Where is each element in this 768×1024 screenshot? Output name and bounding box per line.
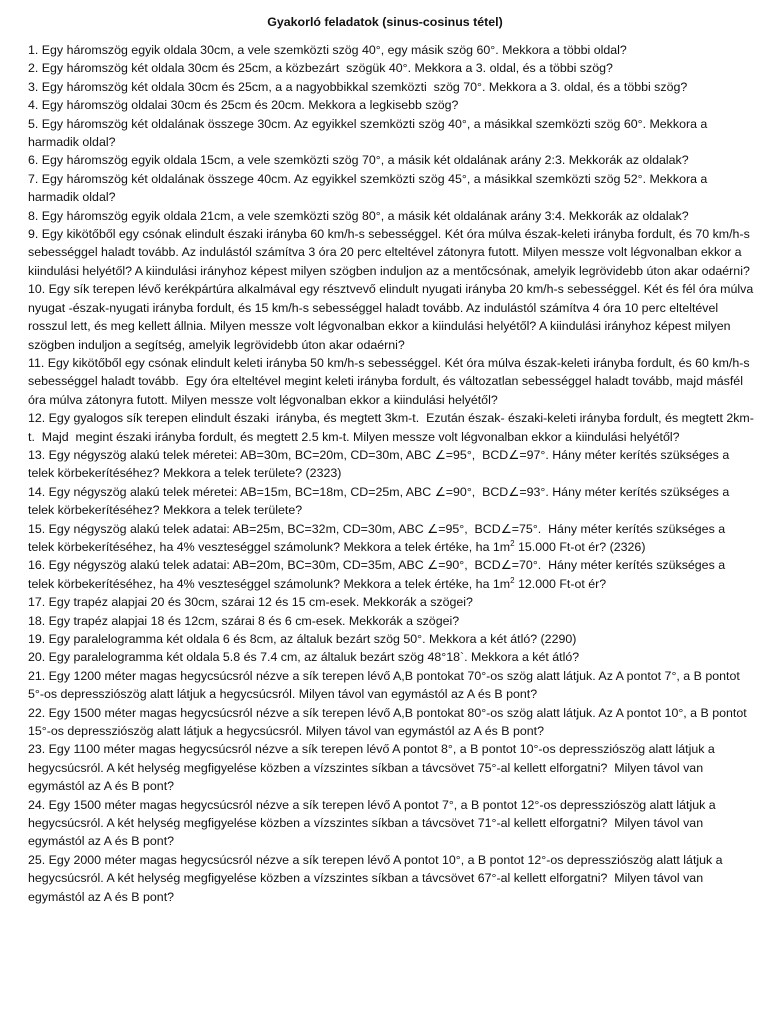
problem-item: 20. Egy paralelogramma két oldala 5.8 és 7.4 cm, az általuk bezárt szög 48°18`. Mekkora a két átló?: [28, 650, 580, 665]
problem-item: 19. Egy paralelogramma két oldala 6 és 8cm, az általuk bezárt szög 50°. Mekkora a két átló? (2290): [28, 632, 577, 646]
problem-item: 9. Egy kikötőből egy csónak elindult északi irányba 60 km/h-s sebességgel. Két óra múlva észak-keleti irányba fordult, és 70 km/h-s sebességgel haladt tovább. Az indulástól számítva 3 óra 20 perc elteltével zátonyra futott. Milyen messze volt légvonalban ekkor a kiindulási helyétől? A kiindulási irányhoz képest milyen szögben induljon az a mentőcsónak, amelyik legrövidebb úton akar odaérni?: [28, 227, 750, 278]
problem-item: 11. Egy kikötőből egy csónak elindult keleti irányba 50 km/h-s sebességgel. Két óra múlva észak-keleti irányba fordult, és 60 km/h-s sebességgel haladt tovább. Egy óra elteltével megint keleti irányba fordult, és változatlan sebességgel haladt tovább, majd másfél óra múlva zátonyra futott. Milyen messze volt légvonalban ekkor a kiindulási helyétől?: [28, 355, 750, 407]
problem-item: 4. Egy háromszög oldalai 30cm és 25cm és 20cm. Mekkora a legkisebb szög?: [28, 98, 459, 113]
problem-item: 23. Egy 1100 méter magas hegycsúcsról nézve a sík terepen lévő A pontot 8°, a B pontot 10°-os depressziószög alatt látjuk a hegycsúcsról. A két helység megfigyelése közben a vízszintes síkban a távcsövet 75°-al kellett elforgatni? Milyen távol van egymástól az A és B pont?: [28, 742, 715, 794]
problem-item: 6. Egy háromszög egyik oldala 15cm, a vele szemközti szög 70°, a másik két oldalának arány 2:3. Mekkorák az oldalak?: [28, 153, 689, 168]
problem-item: 8. Egy háromszög egyik oldala 21cm, a vele szemközti szög 80°, a másik két oldalának arány 3:4. Mekkorák az oldalak?: [28, 208, 689, 223]
problem-item: 12. Egy gyalogos sík terepen elindult északi irányba, és megtett 3km-t. Ezután észak- északi-keleti irányba fordult, és megtett 2km-t. Majd megint északi irányba fordult, és megtett 2.5 km-t. Milyen messze volt légvonalban ekkor a kiindulási helyétől?: [28, 411, 754, 444]
problem-item: 15. Egy négyszög alakú telek adatai: AB=25m, BC=32m, CD=30m, ABC ∠=95°, BCD∠=75°. Hány méter kerítés szükséges a telek körbekerítéséhez, ha 4% veszteséggel számolunk? Mekkora a telek értéke, ha $1m^2$ 15.000 Ft-ot ér? (2326): [28, 521, 726, 554]
problem-item: 25. Egy 2000 méter magas hegycsúcsról nézve a sík terepen lévő A pontot 10°, a B pontot 12°-os depressziószög alatt látjuk a hegycsúcsról. A két helység megfigyelése közben a vízszintes síkban a távcsövet 67°-al kellett elforgatni? Milyen távol van egymástól az A és B pont?: [28, 852, 723, 904]
problem-item: 3. Egy háromszög két oldala 30cm és 25cm, a a nagyobbikkal szemközti szög 70°. Mekkora a 3. oldal, és a többi szög?: [28, 79, 688, 94]
problem-item: 22. Egy 1500 méter magas hegycsúcsról nézve a sík terepen lévő A,B pontokat 80°-os szög alatt látjuk. Az A pontot 10°, a B pontot 15°-os depressziószög alatt látjuk a hegycsúcsról. Milyen távol van egymástól az A és B pont?: [28, 705, 747, 739]
problem-item: 1. Egy háromszög egyik oldala 30cm, a vele szemközti szög 40°, egy másik szög 60°. Mekkora a többi oldal?: [28, 43, 627, 57]
problem-item: 16. Egy négyszög alakú telek adatai: AB=20m, BC=30m, CD=35m, ABC ∠=90°, BCD∠=70°. Hány méter kerítés szükséges a telek körbekerítéséhez, ha 4% veszteséggel számolunk? Mekkora a telek értéke, ha $1m^2$ 12.000 Ft-ot ér?: [28, 558, 726, 591]
problem-item: 24. Egy 1500 méter magas hegycsúcsról nézve a sík terepen lévő A pontot 7°, a B pontot 12°-os depressziószög alatt látjuk a hegycsúcsról. A két helység megfigyelése közben a vízszintes síkban a távcsövet 71°-al kellett elforgatni? Milyen távol van egymástól az A és B pont?: [28, 797, 716, 849]
problem-item: 17. Egy trapéz alapjai 20 és 30cm, szárai 12 és 15 cm-esek. Mekkorák a szögei?: [28, 595, 473, 610]
problem-item: 7. Egy háromszög két oldalának összege 40cm. Az egyikkel szemközti szög 45°, a másikkal szemközti szög 52°. Mekkora a harmadik oldal?: [28, 171, 708, 205]
problem-item: 10. Egy sík terepen lévő kerékpártúra alkalmával egy résztvevő elindult nyugati irányba 20 km/h-s sebességgel. Két és fél óra múlva nyugat -észak-nyugati irányba fordult, és 15 km/h-s sebességgel haladt tovább. Az indulástól számítva 4 óra 10 perc elteltével rosszul lett, és meg kellett állnia. Milyen messze volt légvonalban ekkor a kiindulási helyétől? A kiindulási irányhoz képest milyen szögben induljon a segítség, amelyik legrövidebb úton akar odaérni?: [28, 282, 754, 352]
problem-item: 13. Egy négyszög alakú telek méretei: AB=30m, BC=20m, CD=30m, ABC ∠=95°, BCD∠=97°. Hány méter kerítés szükséges a telek körbekerítéséhez? Mekkora a telek területe? (2323): [28, 447, 730, 481]
problem-item: 14. Egy négyszög alakú telek méretei: AB=15m, BC=18m, CD=25m, ABC ∠=90°, BCD∠=93°. Hány méter kerítés szükséges a telek körbekerítéséhez? Mekkora a telek területe?: [28, 484, 730, 518]
problem-item: 2. Egy háromszög két oldala 30cm és 25cm, a közbezárt szögük 40°. Mekkora a 3. oldal, és a többi szög?: [28, 61, 613, 76]
problem-item: 18. Egy trapéz alapjai 18 és 12cm, szárai 8 és 6 cm-esek. Mekkorák a szögei?: [28, 613, 460, 628]
problem-item: 21. Egy 1200 méter magas hegycsúcsról nézve a sík terepen lévő A,B pontokat 70°-os szög alatt látjuk. Az A pontot 7°, a B pontot 5°-os depressziószög alatt látjuk a hegycsúcsról. Milyen távol van egymástól az A és B pont?: [28, 668, 740, 702]
problem-list: [28, 41, 754, 906]
problem-item: 5. Egy háromszög két oldalának összege 30cm. Az egyikkel szemközti szög 40°, a másikkal szemközti szög 60°. Mekkora a harmadik oldal?: [28, 116, 708, 150]
document-title: Gyakorló feladatok (sinus-cosinus tétel): [267, 15, 503, 29]
